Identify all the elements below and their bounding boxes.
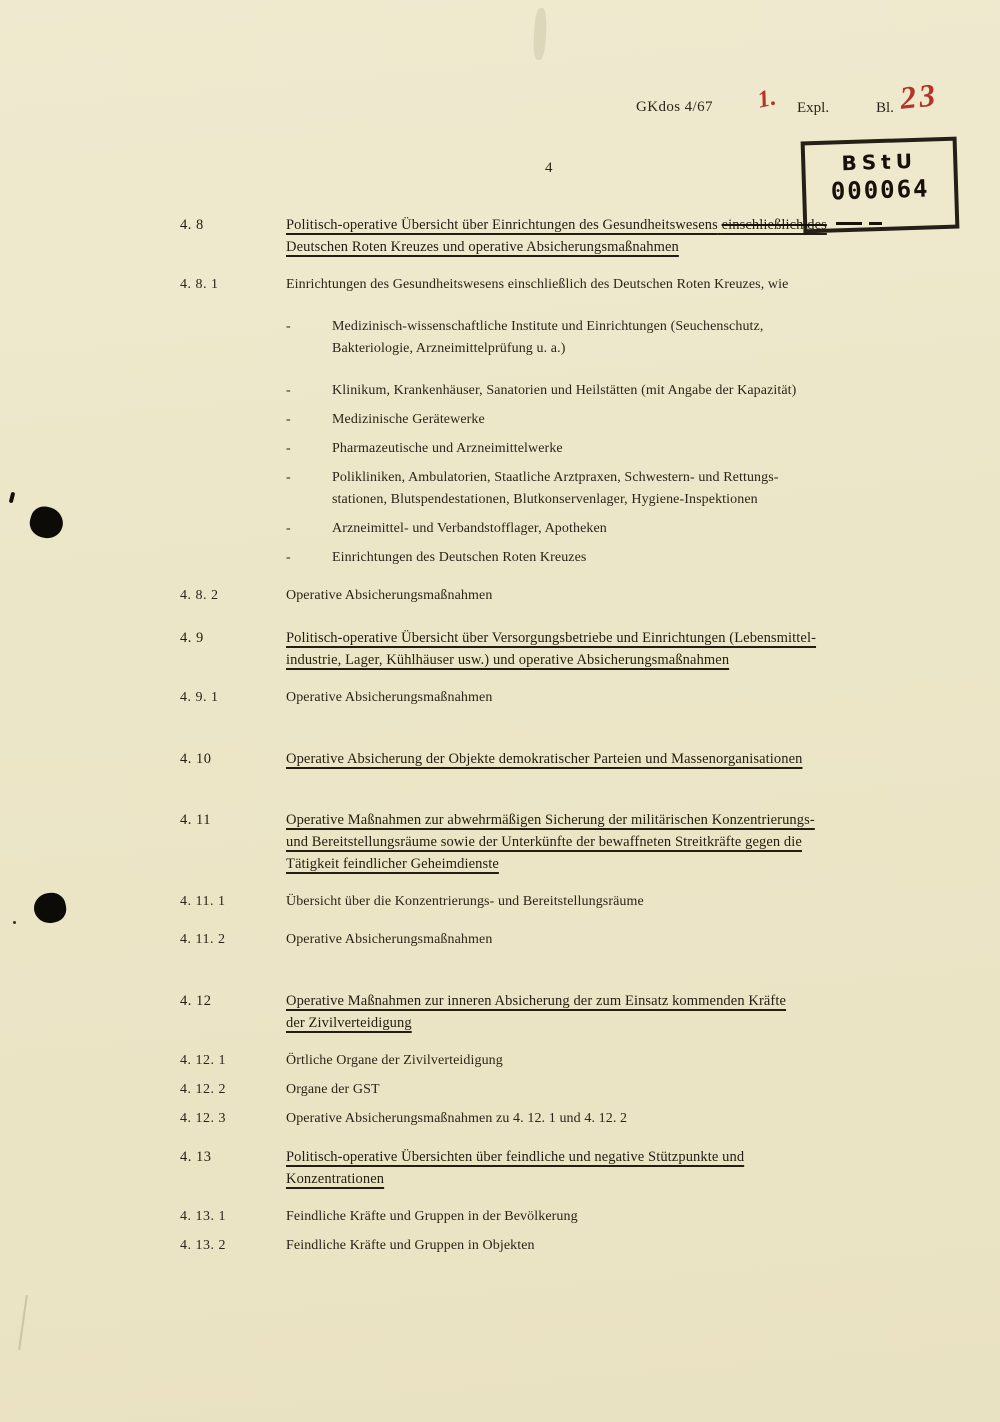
toc-row [180, 1235, 940, 1257]
toc-number [180, 380, 286, 402]
toc-text: Einrichtungen des Gesundheitswesens einschließlich des Deutschen Roten Kreuzes, wie [286, 277, 789, 292]
toc-number [180, 467, 286, 511]
toc-row [180, 1206, 940, 1228]
toc-text: Operative Absicherung der Objekte demokratischer Parteien und Massenorganisationen [286, 751, 803, 767]
toc-number: 4. 11. 2 [180, 932, 226, 947]
toc-text: Konzentrationen [286, 1171, 385, 1187]
ink-speck [13, 921, 16, 924]
toc-text: Politisch-operative Übersicht über Einrichtungen des Gesundheitswesens [286, 217, 718, 233]
bullet-dash-icon: - [286, 383, 291, 398]
copy-label: Expl. [797, 100, 830, 116]
toc-text: Medizinisch-wissenschaftliche Institute und Einrichtungen (Seuchenschutz, [332, 319, 764, 334]
toc-text: und Bereitstellungsräume sowie der Unterkünfte der bewaffneten Streitkräfte gegen die [286, 834, 802, 850]
toc-text: Organe der GST [286, 1082, 380, 1097]
toc-text: Bakteriologie, Arzneimittelprüfung u. a.) [332, 341, 566, 356]
toc-text: Klinikum, Krankenhäuser, Sanatorien und Heilstätten (mit Angabe der Kapazität) [332, 383, 797, 398]
toc-number [180, 316, 286, 360]
toc-number: 4. 12. 1 [180, 1053, 226, 1068]
toc-text: Arzneimittel- und Verbandstofflager, Apotheken [332, 521, 607, 536]
toc-row [180, 380, 940, 402]
toc-number: 4. 10 [180, 751, 212, 767]
bullet-dash-icon: - [286, 412, 291, 427]
toc-number [180, 547, 286, 569]
bullet-dash-icon: - [286, 470, 291, 485]
toc-row [180, 809, 940, 875]
toc-text: Feindliche Kräfte und Gruppen in Objekten [286, 1238, 535, 1253]
toc-row [180, 467, 940, 511]
toc-number [180, 409, 286, 431]
toc-text: Pharmazeutische und Arzneimittelwerke [332, 441, 563, 456]
stamp-number: 000064 [830, 174, 930, 206]
toc-text: Operative Absicherungsmaßnahmen [286, 932, 493, 947]
toc-row [180, 547, 940, 569]
scan-smudge-mark [533, 8, 548, 61]
toc-row [180, 627, 940, 671]
ink-blot [27, 503, 67, 541]
toc-text: Polikliniken, Ambulatorien, Staatliche Arztpraxen, Schwestern- und Rettungs- [332, 470, 779, 485]
toc-text: industrie, Lager, Kühlhäuser usw.) und operative Absicherungsmaßnahmen [286, 652, 730, 668]
toc-row [180, 518, 940, 540]
bullet-dash-icon: - [286, 521, 291, 536]
toc-text: Übersicht über die Konzentrierungs- und Bereitstellungsräume [286, 894, 644, 909]
toc-number: 4. 11. 1 [180, 894, 226, 909]
toc-row [180, 687, 940, 709]
toc-row [180, 1108, 940, 1130]
toc-text: Medizinische Gerätewerke [332, 412, 485, 427]
toc-text: stationen, Blutspendestationen, Blutkonservenlager, Hygiene-Inspektionen [332, 492, 758, 507]
toc-text: der Zivilverteidigung [286, 1015, 412, 1031]
stamp-org-text: BStU [841, 148, 918, 176]
page-number: 4 [545, 160, 553, 176]
toc-text: Örtliche Organe der Zivilverteidigung [286, 1053, 503, 1068]
toc [180, 214, 940, 1257]
classification-ref: GKdos 4/67 [636, 99, 713, 115]
toc-text: Operative Maßnahmen zur inneren Absicherung der zum Einsatz kommenden Kräfte [286, 993, 787, 1009]
toc-number: 4. 12. 3 [180, 1111, 226, 1126]
toc-text: Tätigkeit feindlicher Geheimdienste [286, 856, 499, 872]
toc-text: Operative Absicherungsmaßnahmen [286, 690, 493, 705]
toc-number: 4. 9. 1 [180, 690, 219, 705]
toc-number [180, 438, 286, 460]
toc-number: 4. 8. 2 [180, 588, 219, 603]
toc-number: 4. 12. 2 [180, 1082, 226, 1097]
toc-number [180, 518, 286, 540]
toc-number: 4. 13 [180, 1149, 212, 1165]
toc-number: 4. 8. 1 [180, 277, 219, 292]
toc-text: Operative Absicherungsmaßnahmen [286, 588, 493, 603]
toc-row [180, 585, 940, 607]
toc-row [180, 316, 940, 360]
toc-number: 4. 9 [180, 630, 204, 646]
sheet-label: Bl. [876, 100, 894, 116]
toc-row [180, 929, 940, 951]
toc-number: 4. 11 [180, 812, 211, 828]
bullet-dash-icon: - [286, 319, 291, 334]
handwritten-copy-number: 1. [755, 84, 779, 114]
toc-row [180, 409, 940, 431]
toc-text: Politisch-operative Übersichten über feindliche und negative Stützpunkte und [286, 1149, 745, 1165]
toc-text: Politisch-operative Übersicht über Versorgungsbetriebe und Einrichtungen (Lebensmittel- [286, 630, 817, 646]
bullet-dash-icon: - [286, 550, 291, 565]
toc-number: 4. 12 [180, 993, 212, 1009]
toc-row [180, 1079, 940, 1101]
toc-row [180, 891, 940, 913]
toc-text: Einrichtungen des Deutschen Roten Kreuzes [332, 550, 587, 565]
bullet-dash-icon: - [286, 441, 291, 456]
ink-mark [9, 492, 16, 504]
toc-text: Operative Maßnahmen zur abwehrmäßigen Sicherung der militärischen Konzentrierungs- [286, 812, 815, 828]
handwritten-sheet-number: 23 [898, 76, 940, 116]
toc-row [180, 274, 940, 296]
toc-row [180, 990, 940, 1034]
toc-number: 4. 13. 1 [180, 1209, 226, 1224]
toc-row [180, 438, 940, 460]
toc-row [180, 1050, 940, 1072]
toc-text: Feindliche Kräfte und Gruppen in der Bevölkerung [286, 1209, 578, 1224]
toc-row [180, 748, 940, 770]
toc-row [180, 1146, 940, 1190]
toc-number: 4. 13. 2 [180, 1238, 226, 1253]
toc-text: Deutschen Roten Kreuzes und operative Absicherungsmaßnahmen [286, 239, 679, 255]
bstu-stamp [801, 137, 960, 234]
ink-blot [32, 890, 69, 925]
paper-crease [18, 1295, 28, 1350]
struck-text: einschließlich des [721, 217, 827, 233]
toc-number: 4. 8 [180, 217, 204, 233]
toc-text: Operative Absicherungsmaßnahmen zu 4. 12. 1 und 4. 12. 2 [286, 1111, 628, 1126]
